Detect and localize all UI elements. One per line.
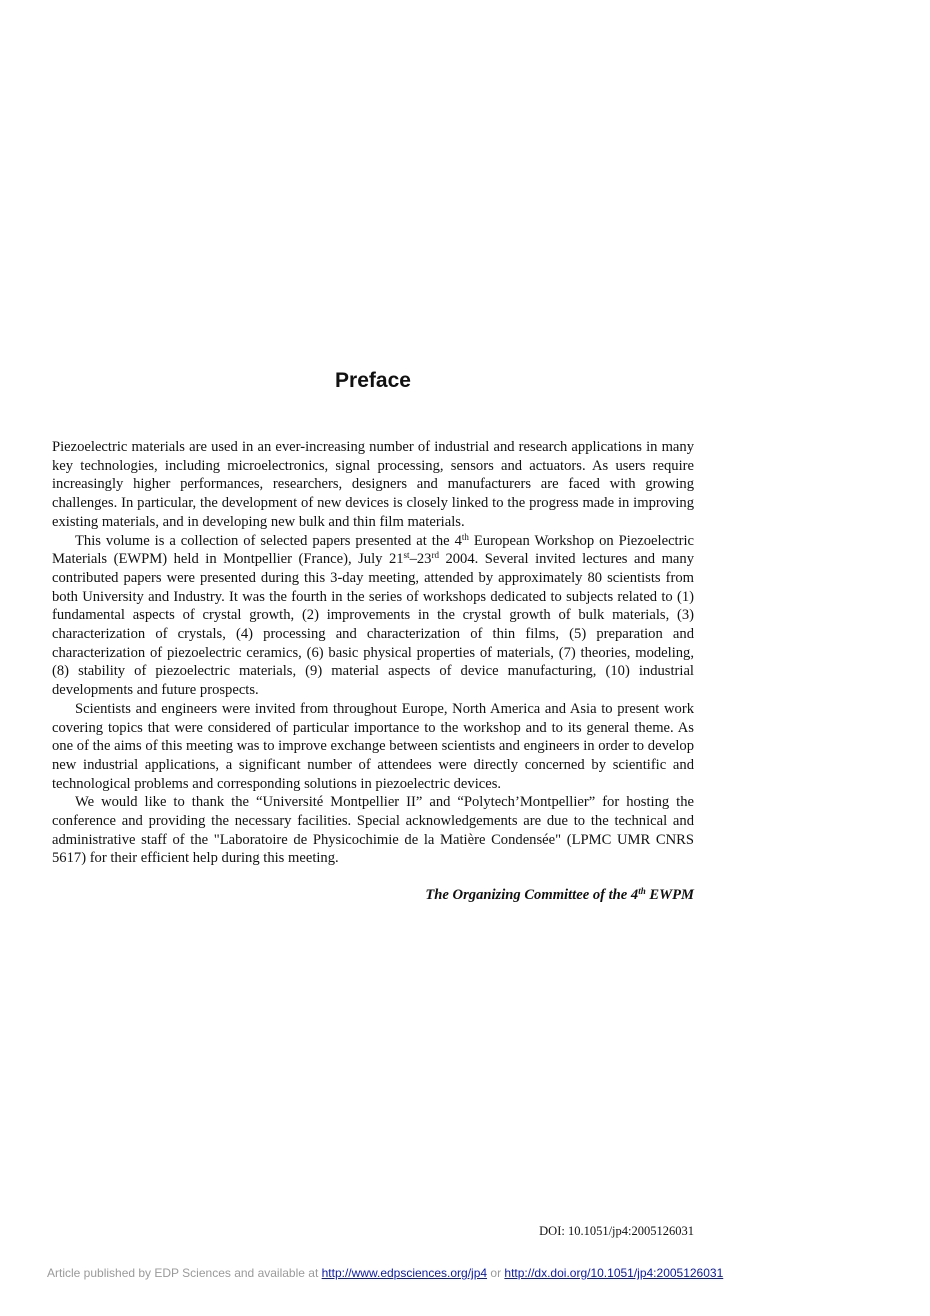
journal-link[interactable]: http://www.edpsciences.org/jp4 bbox=[321, 1266, 488, 1280]
publisher-footer bbox=[47, 1265, 723, 1281]
doi-link[interactable]: http://dx.doi.org/10.1051/jp4:2005126031 bbox=[504, 1266, 724, 1280]
doi-label: DOI: 10.1051/jp4:2005126031 bbox=[539, 1224, 694, 1238]
page-title: Preface bbox=[335, 369, 411, 392]
footer-prefix: Article published by EDP Sciences and available at bbox=[47, 1266, 319, 1280]
ordinal-superscript: st bbox=[403, 550, 410, 561]
signature-text-1: The Organizing Committee of the 4 bbox=[425, 887, 639, 903]
paragraph-2-text-2: European Workshop on Piezoelectric Materials (EWPM) held in Montpellier (France), July 21 bbox=[52, 532, 694, 568]
signature-text-2: EWPM bbox=[645, 887, 694, 903]
signature bbox=[52, 886, 694, 905]
paragraph-3: Scientists and engineers were invited from throughout Europe, North America and Asia to present work covering topics that were considered of particular importance to the workshop and to its general theme. As one of the aims of this meeting was to improve exchange between scientists and engineers in order to develop new industrial applications, a significant number of attendees were directly concerned by scientific and technological problems and corresponding solutions in piezoelectric devices. bbox=[52, 700, 694, 792]
footer-separator: or bbox=[490, 1266, 502, 1280]
paragraph-2-text-4: 2004. Several invited lectures and many contributed papers were presented during this 3-day meeting, attended by approximately 80 scientists from both University and Industry. It was the fourth in the series of workshops dedicated to subjects related to (1) fundamental aspects of crystal growth, (2) improvements in the crystal growth of bulk materials, (3) characterization of crystals, (4) processing and characterization of thin films, (5) preparation and characterization of piezoelectric ceramics, (6) basic physical properties of materials, (7) theories, modeling, (8) stability of piezoelectric materials, (9) material aspects of device manufacturing, (10) industrial developments and future prospects. bbox=[52, 551, 694, 699]
preface-body bbox=[52, 438, 694, 868]
ordinal-superscript: rd bbox=[431, 550, 439, 561]
paragraph-4: We would like to thank the “Université Montpellier II” and “Polytech’Montpellier” for hosting the conference and providing the necessary facilities. Special acknowledgements are due to the technical and administrative staff of the "Laboratoire de Physicochimie de la Matière Condensée" (LPMC UMR CNRS 5617) for their efficient help during this meeting. bbox=[52, 794, 694, 867]
paragraph-2 bbox=[52, 532, 694, 700]
paragraph-2-text-1: This volume is a collection of selected papers presented at the 4 bbox=[75, 532, 462, 549]
paragraph-1: Piezoelectric materials are used in an ever-increasing number of industrial and research applications in many key technologies, including microelectronics, signal processing, sensors and actuators. As users require increasingly higher performances, researchers, designers and manufacturers are faced with growing challenges. In particular, the development of new devices is closely linked to the progress made in improving existing materials, and in developing new bulk and thin film materials. bbox=[52, 439, 694, 530]
ordinal-superscript: th bbox=[461, 531, 469, 542]
paragraph-2-text-3: –23 bbox=[409, 551, 432, 568]
ordinal-superscript: th bbox=[638, 886, 646, 896]
